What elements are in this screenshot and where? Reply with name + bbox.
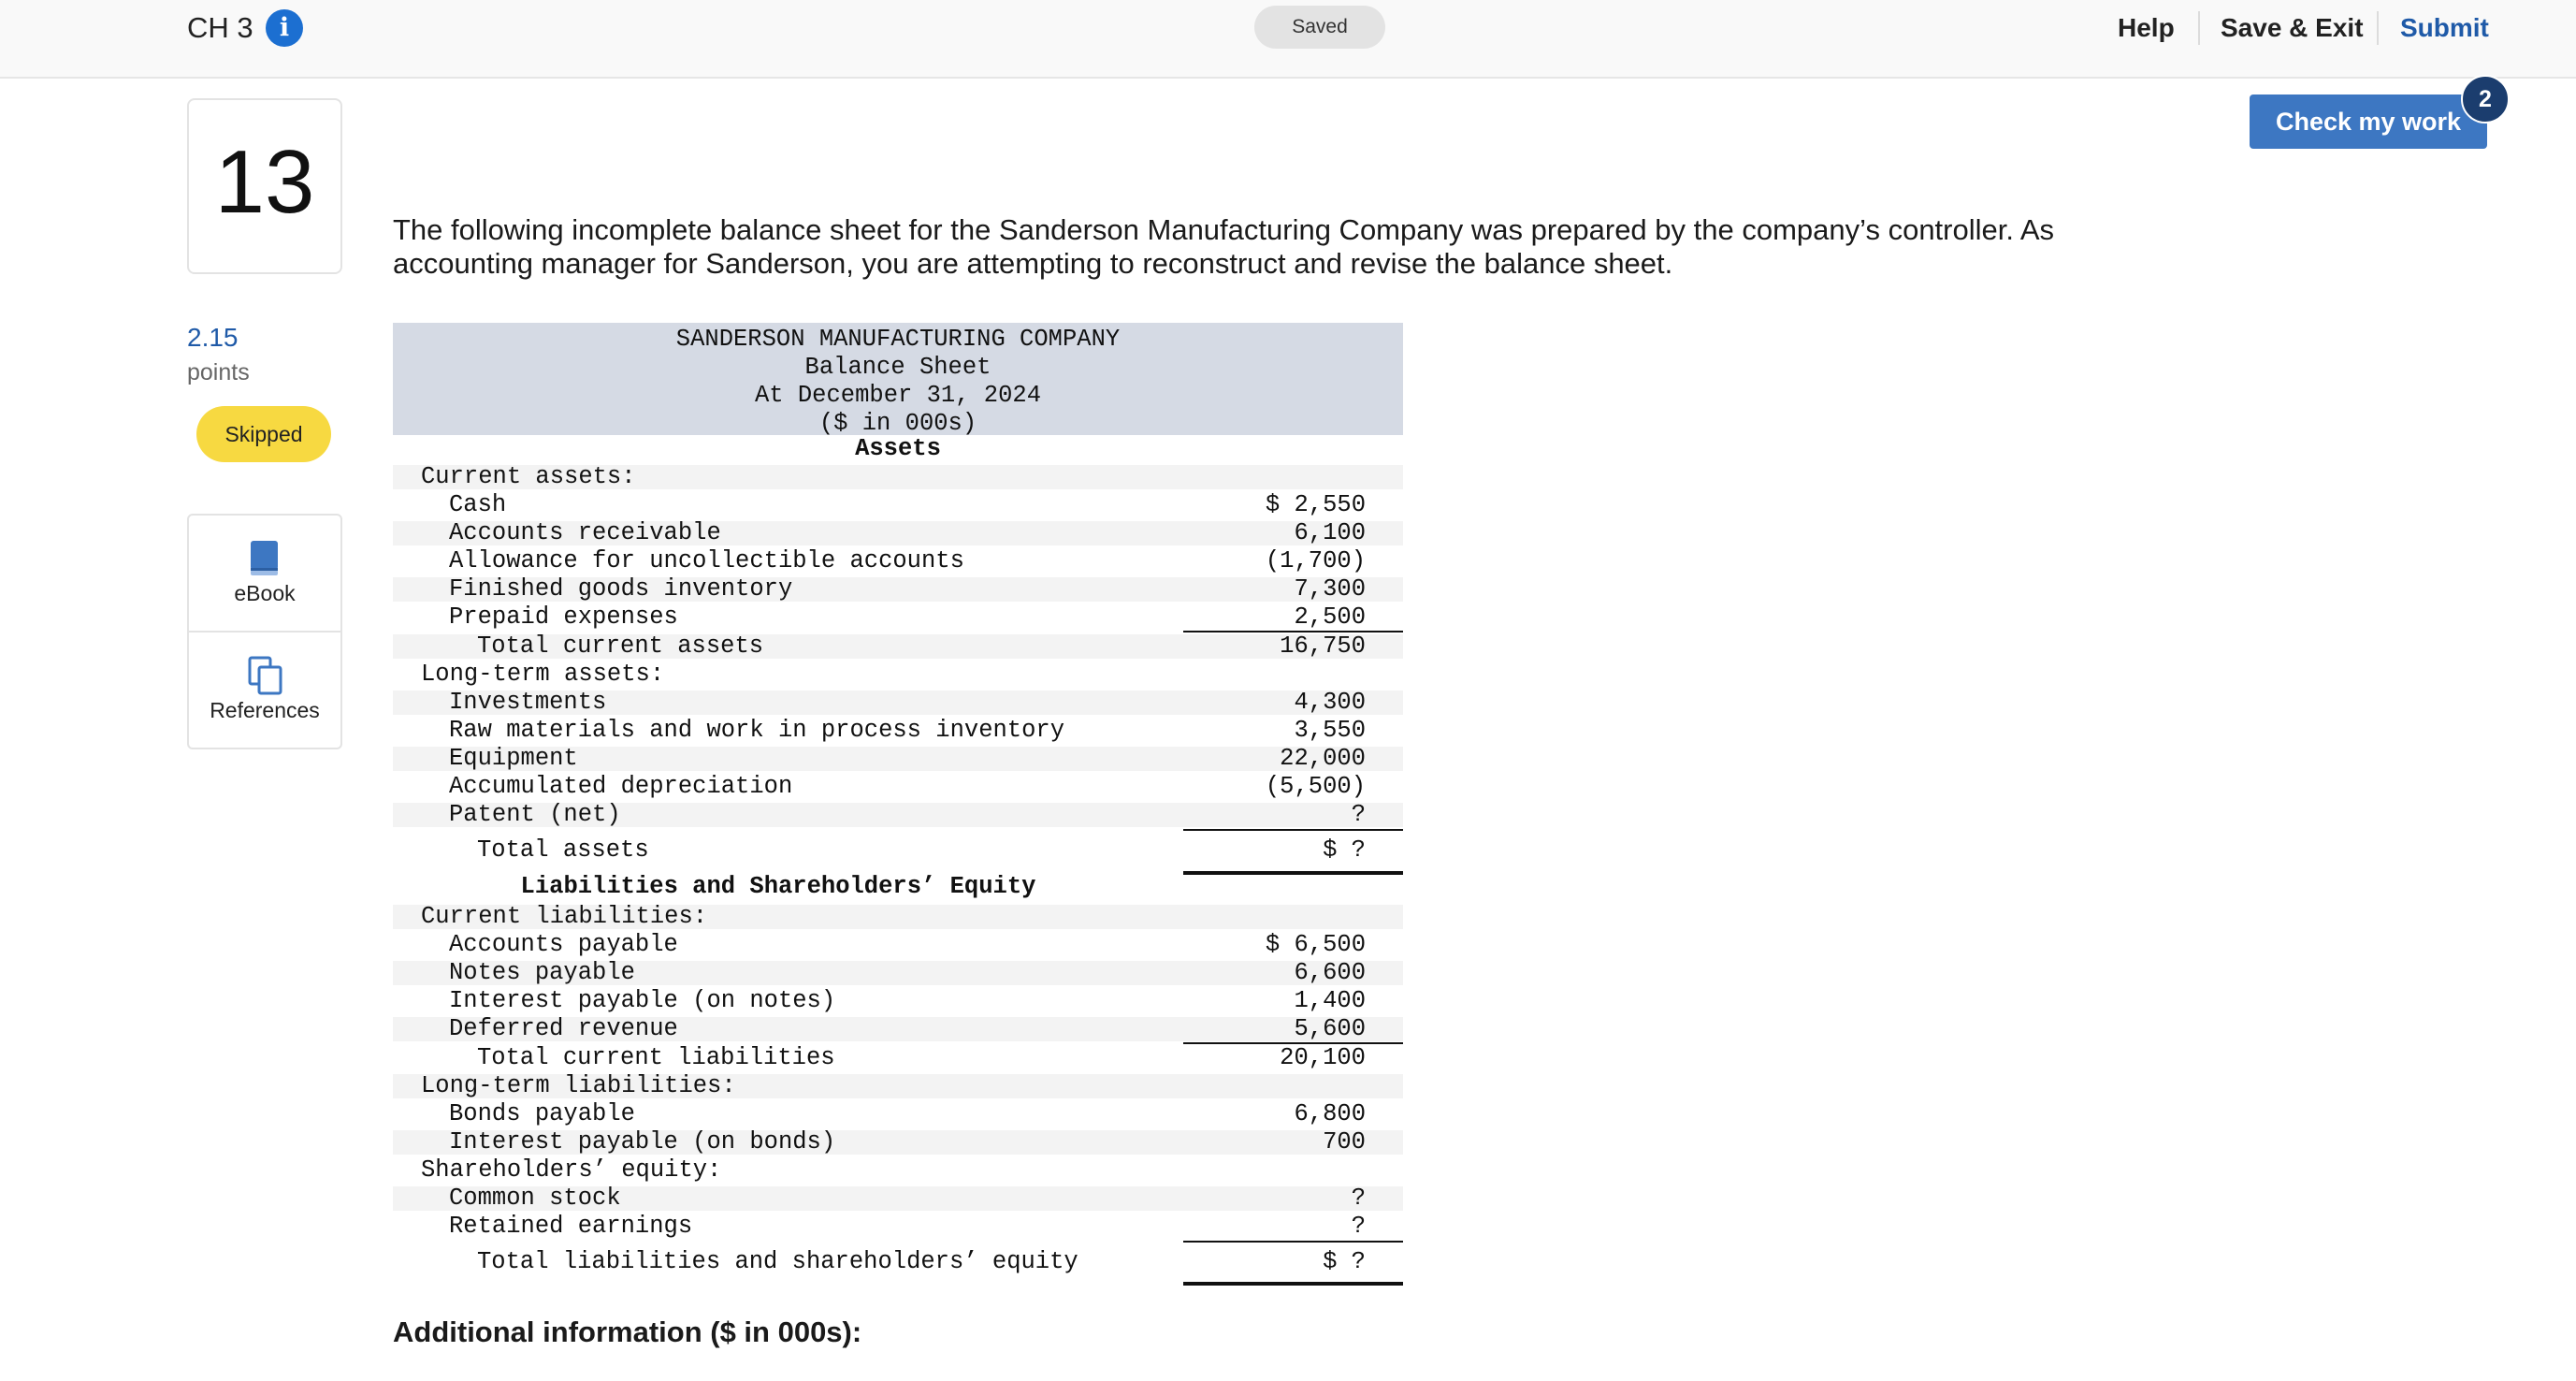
check-my-work-button[interactable]: Check my work [2250, 94, 2487, 149]
statement-name: Balance Sheet [804, 354, 991, 381]
table-row: Notes payable 6,600 [393, 961, 1403, 985]
balance-sheet-table [393, 323, 1403, 1275]
table-row: Total current liabilities 20,100 [477, 1044, 1366, 1071]
statement-date: At December 31, 2024 [754, 382, 1042, 409]
table-row: Current assets: [393, 465, 1403, 489]
table-row: Investments 4,300 [393, 690, 1403, 715]
assets-heading: Assets [855, 435, 941, 462]
table-row: Equipment 22,000 [393, 747, 1403, 771]
divider [2198, 11, 2200, 45]
table-row: Accumulated depreciation (5,500) [449, 773, 1366, 800]
table-row: Interest payable (on bonds) 700 [393, 1130, 1403, 1155]
tools-panel [187, 514, 342, 749]
save-exit-link[interactable]: Save & Exit [2221, 13, 2364, 42]
table-row: Current liabilities: [393, 905, 1403, 929]
table-row: Retained earnings ? [449, 1213, 1366, 1240]
company-name: SANDERSON MANUFACTURING COMPANY [675, 326, 1121, 353]
ebook-button[interactable] [189, 516, 340, 631]
table-row: Patent (net) ? [393, 803, 1403, 827]
attempts-badge: 2 [2461, 75, 2510, 124]
table-row: Accounts receivable 6,100 [393, 521, 1403, 545]
table-row: Total current assets 16,750 [393, 634, 1403, 659]
table-row: Common stock ? [393, 1186, 1403, 1211]
status-badge: Skipped [196, 406, 331, 462]
table-row: Deferred revenue 5,600 [393, 1017, 1403, 1041]
submit-link[interactable]: Submit [2400, 13, 2489, 42]
references-button[interactable] [189, 631, 340, 748]
question-number-card [187, 98, 342, 274]
subtotal-rule [1183, 1241, 1403, 1243]
table-row: Raw materials and work in process inventory 3,550 [449, 717, 1366, 744]
balance-sheet-header [393, 323, 1403, 435]
table-row: Total assets $ ? [477, 836, 1366, 864]
table-row: Total liabilities and shareholders’ equity $ ? [477, 1248, 1366, 1275]
table-row: Long-term assets: [421, 661, 665, 688]
liabilities-heading: Liabilities and Shareholders’ Equity [520, 873, 1036, 900]
info-icon[interactable]: i [266, 9, 303, 47]
table-row: Long-term liabilities: [393, 1074, 1403, 1098]
table-row: Prepaid expenses 2,500 [449, 603, 1366, 631]
saved-status: Saved [1254, 6, 1385, 49]
question-prompt: The following incomplete balance sheet for the Sanderson Manufacturing Company was prepared by the company’s controller. As accounting manager for Sanderson, you are attempting to reconstruct and revise the balance sheet. [393, 213, 2055, 280]
book-icon [249, 540, 281, 577]
total-double-rule [1183, 871, 1403, 875]
divider [2377, 11, 2379, 45]
points-label: points [187, 359, 250, 385]
table-row: Shareholders’ equity: [421, 1156, 722, 1184]
chapter-title: CH 3 [187, 11, 253, 44]
question-number: 13 [214, 132, 315, 232]
table-row: Bonds payable 6,800 [449, 1100, 1366, 1127]
points-value: 2.15 [187, 323, 239, 352]
references-icon [247, 655, 284, 696]
table-row: Interest payable (on notes) 1,400 [449, 987, 1366, 1014]
help-link[interactable]: Help [2118, 13, 2175, 42]
table-row: Cash $ 2,550 [449, 491, 1366, 518]
top-bar [0, 0, 2576, 79]
table-row: Accounts payable $ 6,500 [449, 931, 1366, 958]
statement-units: ($ in 000s) [818, 410, 977, 437]
references-label: References [210, 698, 320, 722]
table-row: Finished goods inventory 7,300 [393, 577, 1403, 602]
table-row: Allowance for uncollectible accounts (1,700) [449, 547, 1366, 574]
additional-info-heading: Additional information ($ in 000s): [393, 1316, 862, 1348]
subtotal-rule [1183, 829, 1403, 831]
total-double-rule [1183, 1282, 1403, 1286]
ebook-label: eBook [234, 581, 296, 605]
